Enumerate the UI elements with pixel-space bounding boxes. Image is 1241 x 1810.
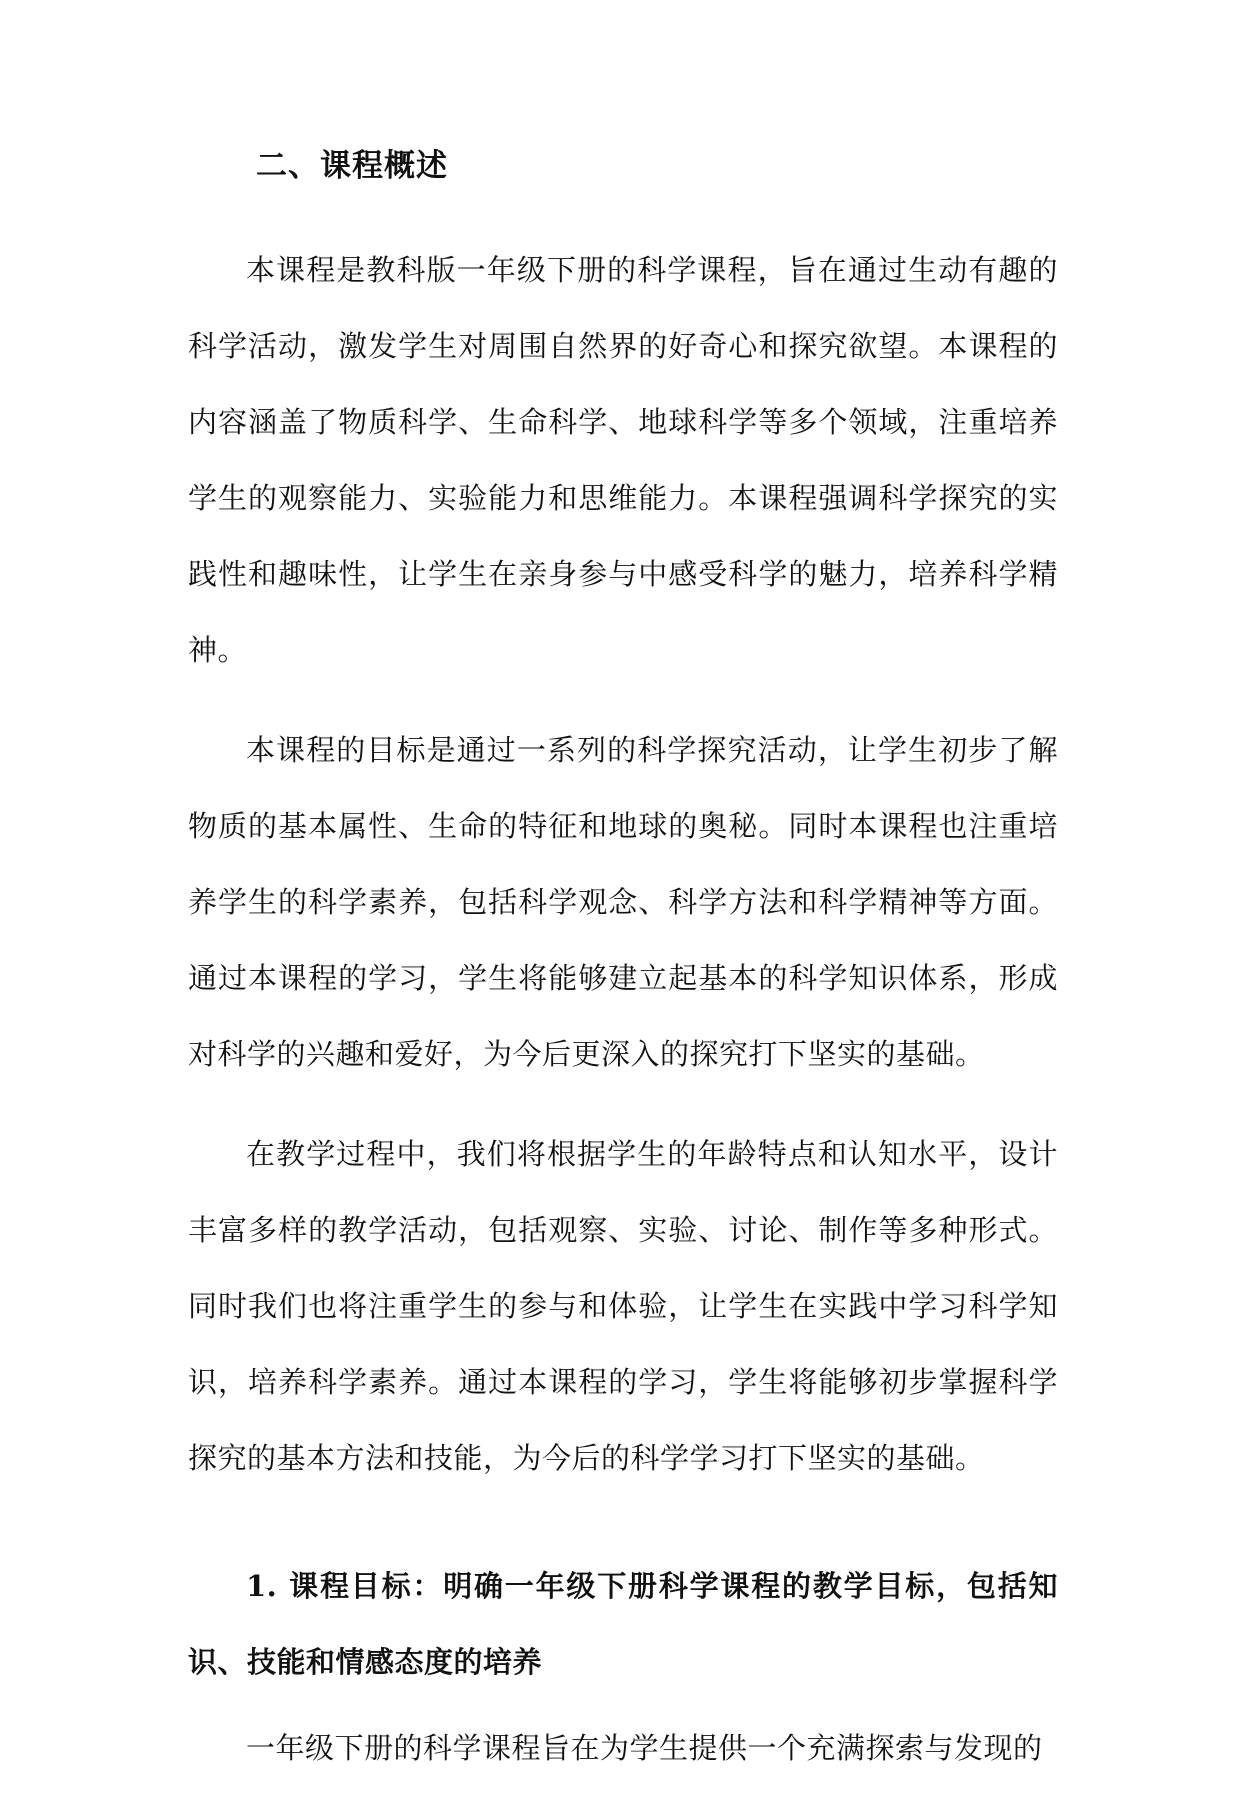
document-body	[188, 140, 1058, 1810]
paragraph-objectives-intro: 一年级下册的科学课程旨在为学生提供一个充满探索与发现的	[246, 1731, 1043, 1765]
subheading-course-objectives: 1. 课程目标：明确一年级下册科学课程的教学目标，包括知识、技能和情感态度的培养	[188, 1569, 1058, 1679]
section-title: 二、课程概述	[256, 148, 448, 184]
paragraph-overview: 本课程是教科版一年级下册的科学课程，旨在通过生动有趣的科学活动，激发学生对周围自然界的好奇心和探究欲望。本课程的内容涵盖了物质科学、生命科学、地球科学等多个领域，注重培养学生的观察能力、实验能力和思维能力。本课程强调科学探究的实践性和趣味性，让学生在亲身参与中感受科学的魅力，培养科学精神。	[188, 253, 1058, 667]
paragraph-teaching-process: 在教学过程中，我们将根据学生的年龄特点和认知水平，设计丰富多样的教学活动，包括观察、实验、讨论、制作等多种形式。同时我们也将注重学生的参与和体验，让学生在实践中学习科学知识，培养科学素养。通过本课程的学习，学生将能够初步掌握科学探究的基本方法和技能，为今后的科学学习打下坚实的基础。	[188, 1137, 1058, 1475]
paragraph-goals: 本课程的目标是通过一系列的科学探究活动，让学生初步了解物质的基本属性、生命的特征和地球的奥秘。同时本课程也注重培养学生的科学素养，包括科学观念、科学方法和科学精神等方面。通过本课程的学习，学生将能够建立起基本的科学知识体系，形成对科学的兴趣和爱好，为今后更深入的探究打下坚实的基础。	[188, 733, 1058, 1071]
